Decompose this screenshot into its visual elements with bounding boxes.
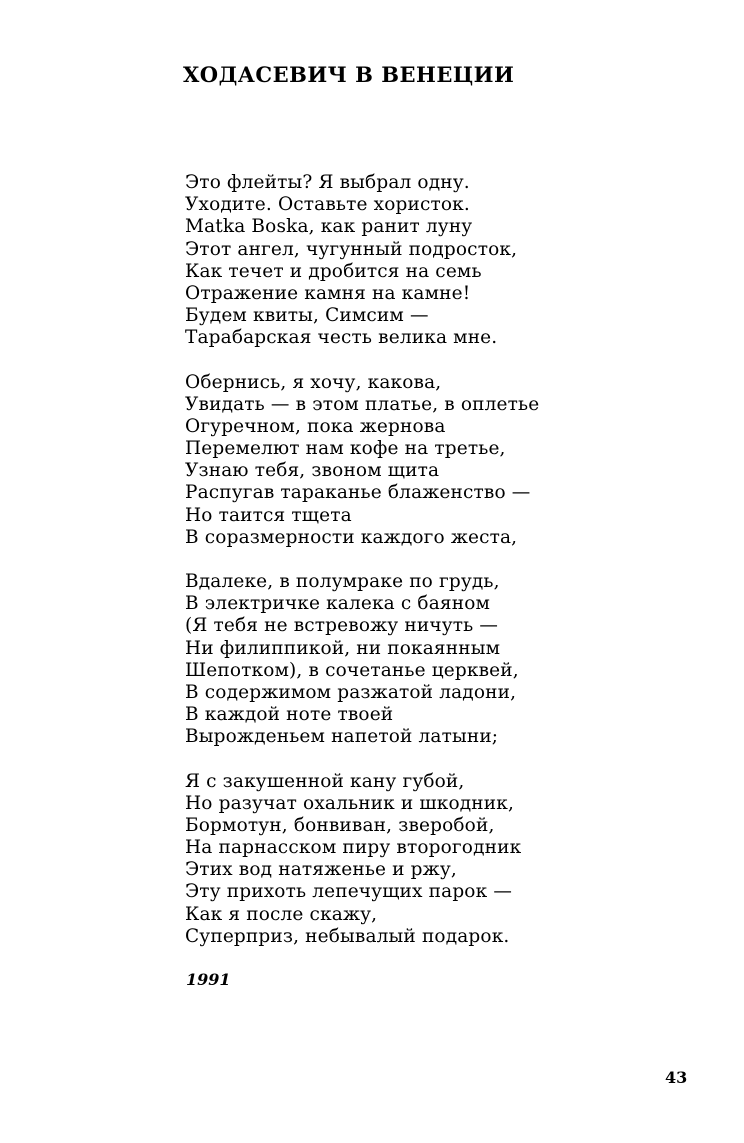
poem-line: Будем квиты, Симсим — xyxy=(185,305,429,327)
stanza-1 xyxy=(185,172,705,350)
poem-line: (Я тебя не встревожу ничуть — xyxy=(185,615,499,637)
poem-line: На парнасском пиру второгодник xyxy=(185,837,522,859)
poem-line: Шепотком), в сочетанье церквей, xyxy=(185,659,519,681)
poem-line: Но таится тщета xyxy=(185,504,352,526)
poem-line: Это флейты? Я выбрал одну. xyxy=(185,172,470,193)
poem-line: Я с закушенной кану губой, xyxy=(185,770,465,792)
poem-line: Matka Boska, как ранит луну xyxy=(185,216,473,238)
poem-line: Как я после скажу, xyxy=(185,903,378,925)
poem-line: Узнаю тебя, звоном щита xyxy=(185,460,440,482)
poem-line: Распугав тараканье блаженство — xyxy=(185,482,531,504)
poem-line: Вдалеке, в полумраке по грудь, xyxy=(185,571,500,592)
poem-line: Обернись, я хочу, какова, xyxy=(185,371,442,393)
poem-line: Вырожденьем напетой латыни; xyxy=(185,726,499,748)
poem-line: Эту прихоть лепечущих парок — xyxy=(185,881,512,903)
poem-title: ХОДАСЕВИЧ В ВЕНЕЦИИ xyxy=(183,62,515,87)
stanza-4 xyxy=(185,771,705,949)
stanza-3 xyxy=(185,571,705,749)
poem-line: Увидать — в этом платье, в оплетье xyxy=(185,393,540,415)
poem-line: В каждой ноте твоей xyxy=(185,704,394,726)
poem-line: Бормотун, бонвиван, зверобой, xyxy=(185,814,495,836)
poem-line: В соразмерности каждого жеста, xyxy=(185,526,518,548)
poem-line: Этот ангел, чугунный подросток, xyxy=(185,238,518,260)
poem-line: В содержимом разжатой ладони, xyxy=(185,681,517,703)
poem-line: Суперприз, небывалый подарок. xyxy=(185,925,510,947)
poem-line: Уходите. Оставьте хористок. xyxy=(185,194,470,216)
poem-line: Но разучат охальник и шкодник, xyxy=(185,792,515,814)
poem-year: 1991 xyxy=(186,970,231,989)
page-number: 43 xyxy=(665,1068,688,1087)
poem-line: Этих вод натяженье и ржу, xyxy=(185,859,457,881)
poem-line: Тарабарская честь велика мне. xyxy=(185,327,498,349)
poem-line: Как течет и дробится на семь xyxy=(185,260,482,282)
poem-line: В электричке калека с баяном xyxy=(185,593,491,615)
poem-line: Перемелют нам кофе на третье, xyxy=(185,438,506,460)
poem-line: Отражение камня на камне! xyxy=(185,282,471,304)
poem-line: Огуречном, пока жернова xyxy=(185,415,446,437)
poem-body xyxy=(185,172,705,970)
poem-line: Ни филиппикой, ни покаянным xyxy=(185,637,501,659)
stanza-2 xyxy=(185,372,705,550)
